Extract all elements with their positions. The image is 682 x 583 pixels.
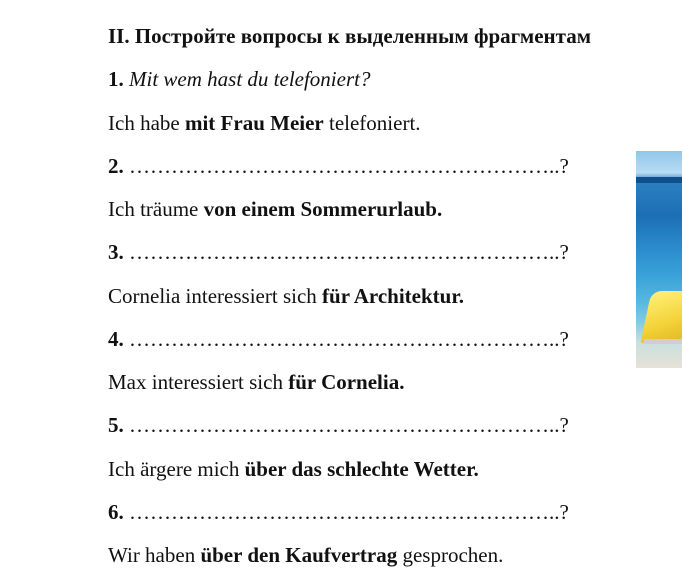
question-line-1 — [108, 67, 370, 91]
sea-horizon — [636, 177, 682, 183]
question-number: 5. — [108, 413, 124, 437]
question-line-5 — [108, 413, 569, 437]
question-line-3 — [108, 240, 569, 264]
answer-highlight: über das schlechte Wetter. — [244, 457, 479, 481]
question-blank: ……………………………………………………..? — [123, 240, 569, 264]
answer-prefix: Ich träume — [108, 197, 204, 221]
question-line-6 — [108, 500, 569, 524]
answer-line-4 — [108, 370, 404, 394]
exercise-heading: II. Постройте вопросы к выделенным фрагментам — [108, 24, 592, 48]
beach-chair-frame — [644, 339, 682, 344]
answer-prefix: Wir haben — [108, 543, 201, 567]
answer-prefix: Cornelia interessiert sich — [108, 284, 323, 308]
question-text: Mit wem hast du telefoniert? — [129, 67, 371, 91]
answer-prefix: Ich ärgere mich — [108, 457, 245, 481]
beach-photo — [636, 151, 682, 368]
answer-suffix: gesprochen. — [397, 543, 504, 567]
answer-suffix: telefoniert. — [323, 111, 421, 135]
answer-highlight: über den Kaufvertrag — [200, 543, 398, 567]
beach-chair — [640, 291, 682, 343]
answer-highlight: für Cornelia. — [288, 370, 405, 394]
answer-line-6 — [108, 543, 503, 567]
question-number: 2. — [108, 154, 124, 178]
answer-highlight: von einem Sommerurlaub. — [203, 197, 443, 221]
question-blank: ……………………………………………………..? — [123, 413, 569, 437]
question-line-2 — [108, 154, 569, 178]
answer-line-1 — [108, 111, 421, 135]
question-blank: ……………………………………………………..? — [123, 154, 569, 178]
answer-line-3 — [108, 284, 464, 308]
answer-highlight: mit Frau Meier — [184, 111, 324, 135]
question-line-4 — [108, 327, 569, 351]
question-blank: ……………………………………………………..? — [123, 500, 569, 524]
question-blank: ……………………………………………………..? — [123, 327, 569, 351]
question-number: 6. — [108, 500, 124, 524]
answer-prefix: Max interessiert sich — [108, 370, 289, 394]
answer-line-2 — [108, 197, 442, 221]
question-number: 4. — [108, 327, 124, 351]
question-number: 3. — [108, 240, 124, 264]
question-number: 1. — [108, 67, 124, 91]
answer-prefix: Ich habe — [108, 111, 185, 135]
answer-highlight: für Architektur. — [322, 284, 464, 308]
answer-line-5 — [108, 457, 479, 481]
